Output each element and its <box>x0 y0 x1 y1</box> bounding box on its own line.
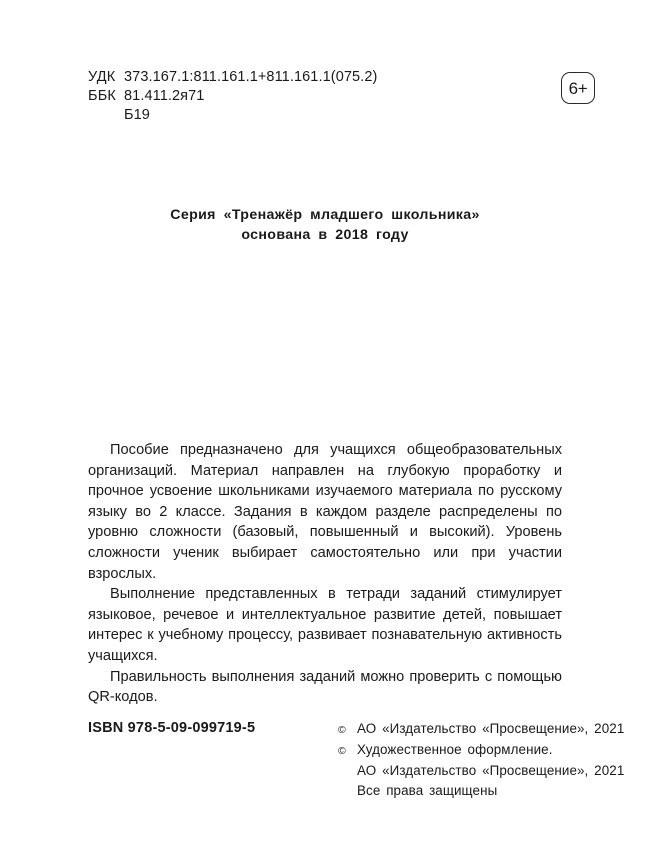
series-heading-line-1: Серия «Тренажёр младшего школьника» <box>170 207 480 223</box>
copyright-line-4 <box>338 781 624 800</box>
isbn-value: ISBN 978-5-09-099719-5 <box>88 720 256 736</box>
classification-block <box>88 68 377 125</box>
classification-row-udk <box>88 68 377 87</box>
copyright-line-2 <box>338 740 624 761</box>
classification-row-bbk <box>88 87 377 106</box>
udk-value: 373.167.1:811.161.1+811.161.1(075.2) <box>124 69 378 85</box>
age-rating-label: 6+ <box>568 78 588 98</box>
udk-label: УДК <box>88 69 116 85</box>
annotation-paragraph-3: Правильность выполнения заданий можно проверить с помощью QR-кодов. <box>88 668 562 706</box>
copyright-icon: © <box>338 745 346 758</box>
copyright-line-3 <box>338 761 624 780</box>
copyright-line-1-text: АО «Издательство «Просвещение», 2021 <box>357 721 625 736</box>
series-heading <box>0 206 650 245</box>
annotation-paragraph-2: Выполнение представленных в тетради заданий стимулирует языковое, речевое и интеллектуальное развитие детей, повышает интерес к учебному процессу, развивает познавательную активность учащихся. <box>88 586 562 664</box>
shelfmark-value: Б19 <box>124 107 150 123</box>
series-heading-line-2: основана в 2018 году <box>241 226 409 243</box>
copyright-block <box>338 719 624 800</box>
annotation-paragraph-1: Пособие предназначено для учащихся общеобразовательных организаций. Материал направлен на глубокую проработку и прочное усвоение школьниками изучаемого материала по русскому языку во 2 классе. Задания в каждом разделе распределены по уровню сложности (базовый, повышенный и высокий). Уровень сложности ученик выбирает самостоятельно или при участии взрослых. <box>88 442 562 582</box>
copyright-line-4-text: Все права защищены <box>357 782 498 798</box>
bbk-value: 81.411.2я71 <box>124 88 205 104</box>
copyright-line-1 <box>338 719 624 740</box>
bbk-label: ББК <box>88 88 117 104</box>
classification-row-shelfmark <box>88 106 377 125</box>
copyright-line-2-text: Художественное оформление. <box>357 742 553 758</box>
copyright-icon: © <box>338 724 346 736</box>
annotation-text <box>88 440 562 708</box>
copyright-line-3-text: АО «Издательство «Просвещение», 2021 <box>357 763 625 779</box>
age-rating-badge <box>561 72 595 104</box>
